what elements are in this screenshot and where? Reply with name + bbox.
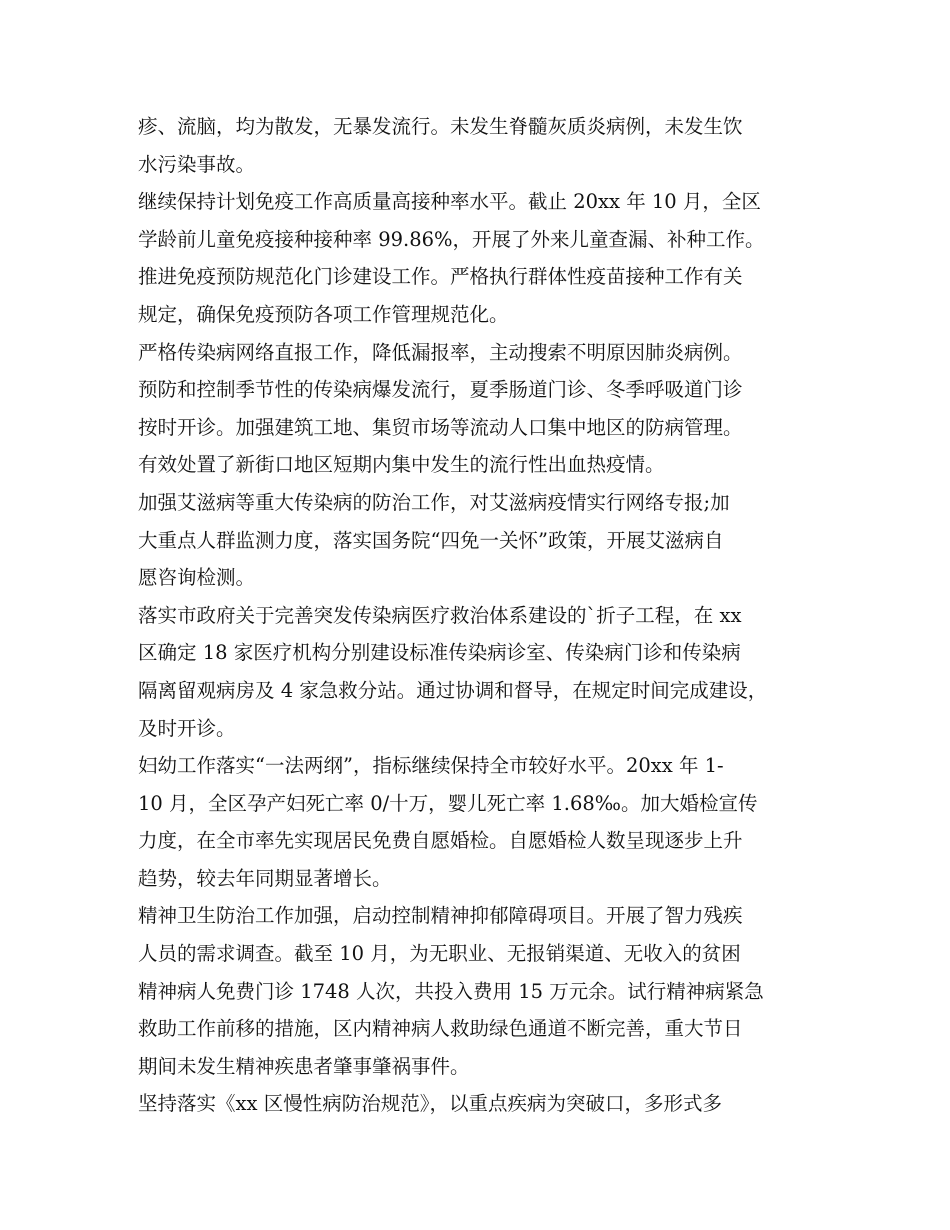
paragraph xyxy=(138,1085,828,1123)
text-line: 力度，在全市率先实现居民免费自愿婚检。自愿婚检人数呈现逐步上升 xyxy=(138,829,743,853)
text-line: 坚持落实《xx 区慢性病防治规范》，以重点疾病为突破口，多形式多 xyxy=(138,1092,722,1116)
text-line: 学龄前儿童免疫接种接种率 99.86%，开展了外来儿童查漏、补种工作。 xyxy=(138,227,765,251)
text-line: 疹、流脑，均为散发，无暴发流行。未发生脊髓灰质炎病例，未发生饮 xyxy=(138,115,743,138)
text-line: 推进免疫预防规范化门诊建设工作。严格执行群体性疫苗接种工作有关 xyxy=(138,265,743,289)
text-line: 继续保持计划免疫工作高质量高接种率水平。截止 20xx 年 10 月，全区 xyxy=(138,190,761,214)
paragraph xyxy=(138,597,828,747)
text-line: 期间未发生精神疾患者肇事肇祸事件。 xyxy=(138,1054,470,1078)
text-line: 10 月，全区孕产妇死亡率 0/十万，婴儿死亡率 1.68‰。加大婚检宣传 xyxy=(138,791,758,815)
text-line: 按时开诊。加强建筑工地、集贸市场等流动人口集中地区的防病管理。 xyxy=(138,415,743,439)
paragraph xyxy=(138,183,828,258)
paragraph xyxy=(138,747,828,897)
text-line: 落实市政府关于完善突发传染病医疗救治体系建设的`折子工程，在 xx xyxy=(138,603,742,627)
text-line: 隔离留观病房及 4 家急救分站。通过协调和督导，在规定时间完成建设， xyxy=(138,678,768,702)
text-line: 趋势，较去年同期显著增长。 xyxy=(138,866,392,890)
text-line: 大重点人群监测力度，落实国务院“四免一关怀”政策，开展艾滋病自 xyxy=(138,528,724,552)
text-line: 区确定 18 家医疗机构分别建设标准传染病诊室、传染病门诊和传染病 xyxy=(138,641,741,665)
text-line: 有效处置了新街口地区短期内集中发生的流行性出血热疫情。 xyxy=(138,453,665,477)
paragraph xyxy=(138,484,828,597)
paragraph xyxy=(138,371,828,446)
paragraph xyxy=(138,446,828,484)
document-body xyxy=(138,108,828,1123)
paragraph xyxy=(138,334,828,372)
text-line: 妇幼工作落实“一法两纲”，指标继续保持全市较好水平。20xx 年 1- xyxy=(138,754,724,778)
text-line: 严格传染病网络直报工作，降低漏报率，主动搜索不明原因肺炎病例。 xyxy=(138,340,743,364)
text-line: 及时开诊。 xyxy=(138,716,236,740)
paragraph xyxy=(138,897,828,1085)
paragraph xyxy=(138,258,828,333)
text-line: 人员的需求调查。截至 10 月，为无职业、无报销渠道、无收入的贫困 xyxy=(138,942,741,966)
text-line: 规定，确保免疫预防各项工作管理规范化。 xyxy=(138,302,509,326)
text-line: 救助工作前移的措施，区内精神病人救助绿色通道不断完善，重大节日 xyxy=(138,1017,743,1041)
text-line: 预防和控制季节性的传染病爆发流行，夏季肠道门诊、冬季呼吸道门诊 xyxy=(138,378,743,402)
text-line: 精神病人免费门诊 1748 人次，共投入费用 15 万元余。试行精神病紧急 xyxy=(138,979,764,1003)
text-line: 水污染事故。 xyxy=(138,152,256,176)
text-line: 愿咨询检测。 xyxy=(138,566,256,590)
text-line: 加强艾滋病等重大传染病的防治工作，对艾滋病疫情实行网络专报;加 xyxy=(138,490,730,514)
paragraph xyxy=(138,108,828,183)
text-line: 精神卫生防治工作加强，启动控制精神抑郁障碍项目。开展了智力残疾 xyxy=(138,904,743,928)
